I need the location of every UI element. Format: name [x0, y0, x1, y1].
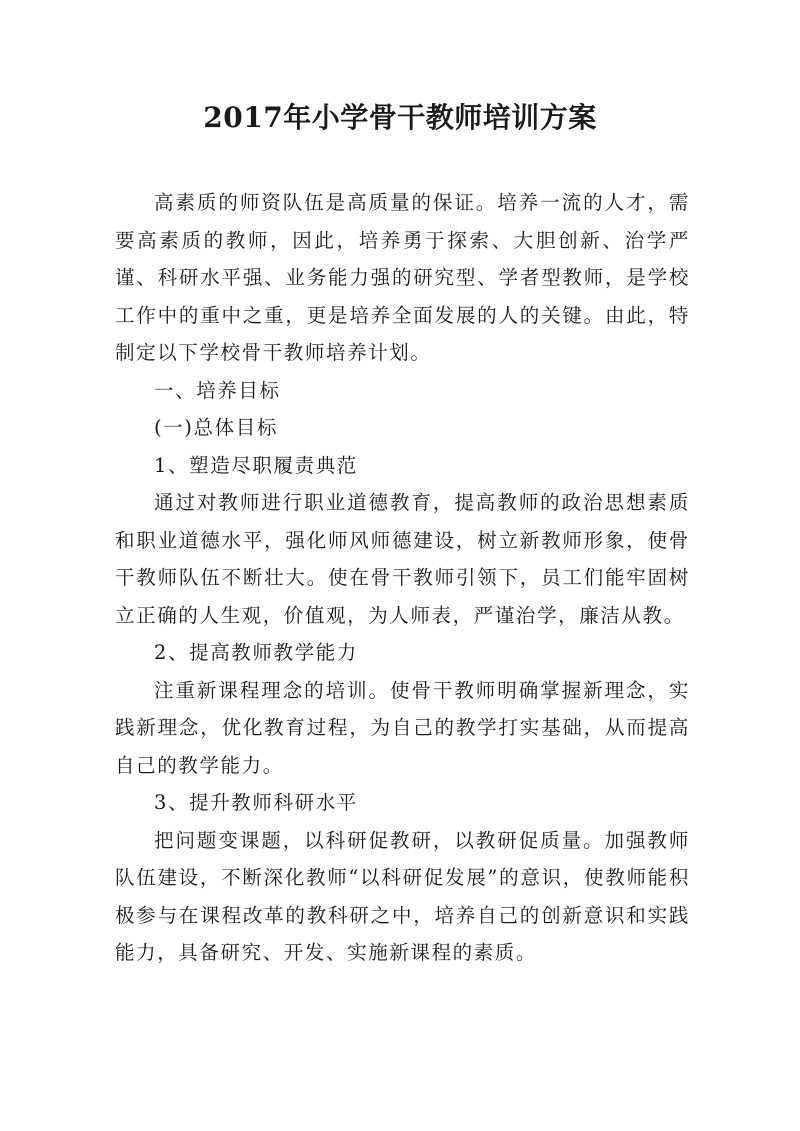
item-paragraph-3: 把问题变课题，以科研促教研，以教研促质量。加强教师队伍建设，不断深化教师“以科研促发展”的意识，使教师能积极参与在课程改革的教科研之中，培养自己的创新意识和实践能力，具备研究、开发、实施新课程的素质。	[115, 828, 690, 964]
item-heading-1: 1、塑造尽职履责典范	[154, 453, 358, 477]
document-body	[115, 184, 690, 972]
item-heading-3: 3、提升教师科研水平	[154, 791, 358, 814]
subsection-heading-overall-goals: (一)总体目标	[154, 416, 278, 439]
document-title: 2017年小学骨干教师培训方案	[203, 101, 597, 134]
item-heading-2: 2、提高教师教学能力	[154, 641, 358, 664]
item-paragraph-1: 通过对教师进行职业道德教育，提高教师的政治思想素质和职业道德水平，强化师风师德建设，树立新教师形象，使骨干教师队伍不断壮大。使在骨干教师引领下，员工们能牢固树立正确的人生观，价值观，为人师表，严谨治学，廉洁从教。	[115, 491, 690, 627]
intro-paragraph: 高素质的师资队伍是高质量的保证。培养一流的人才，需要高素质的教师，因此，培养勇于探索、大胆创新、治学严谨、科研水平强、业务能力强的研究型、学者型教师，是学校工作中的重中之重，更是培养全面发展的人的关键。由此，特制定以下学校骨干教师培养计划。	[115, 191, 690, 364]
section-heading-goals: 一、培养目标	[154, 378, 281, 402]
item-paragraph-2: 注重新课程理念的培训。使骨干教师明确掌握新理念，实践新理念，优化教育过程，为自己的教学打实基础，从而提高自己的教学能力。	[115, 678, 690, 777]
